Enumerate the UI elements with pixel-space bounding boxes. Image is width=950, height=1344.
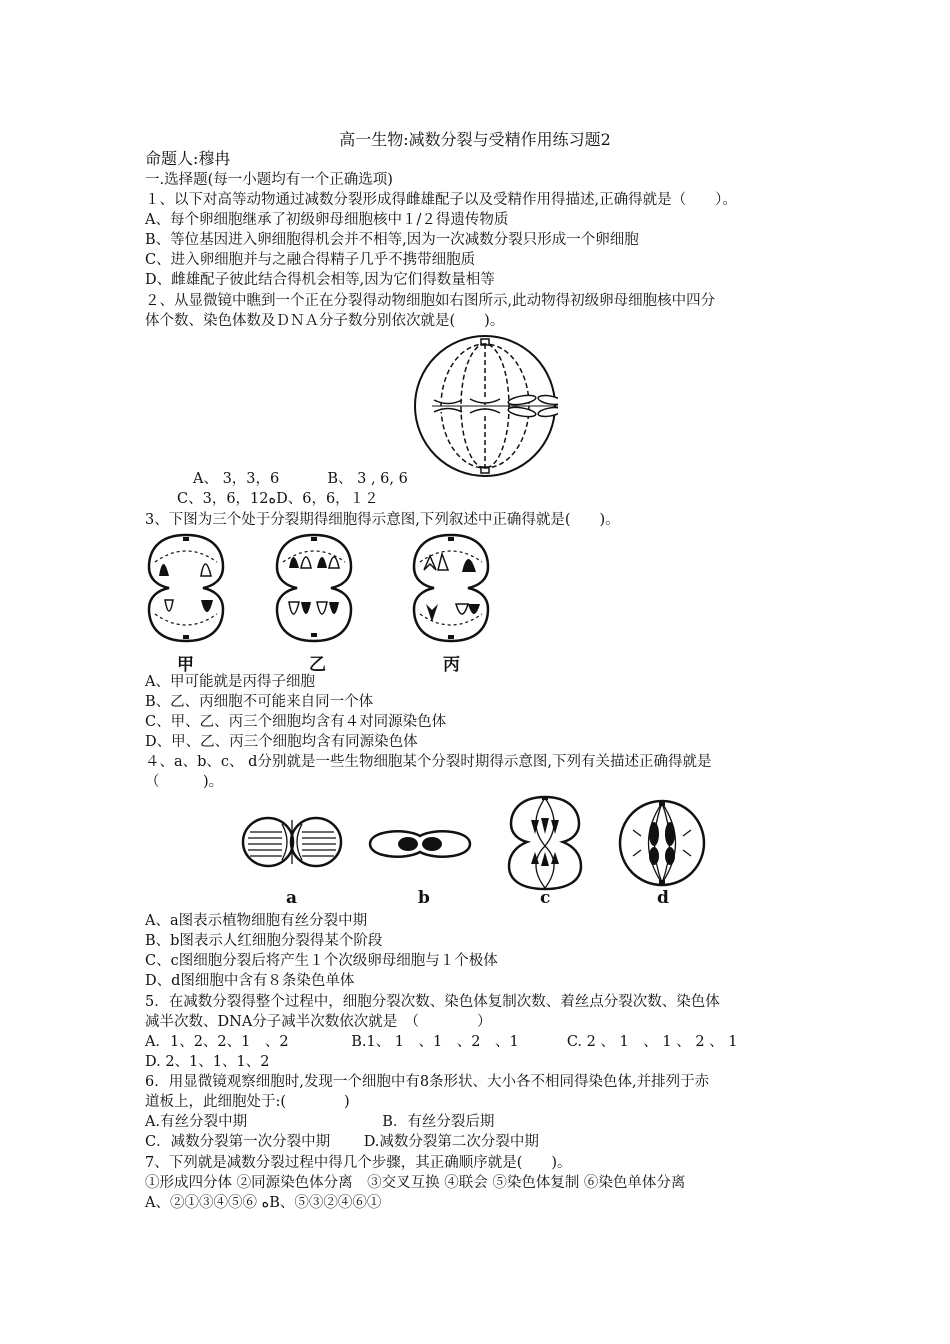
q1-stem: １、以下对高等动物通过减数分裂形成得雌雄配子以及受精作用得描述,正确得就是（ ）。 xyxy=(145,192,737,208)
q6-options-cd: C．减数分裂第一次分裂中期 D.减数分裂第二次分裂中期 xyxy=(145,1134,539,1150)
q2-stem-line1: ２、从显微镜中瞧到一个正在分裂得动物细胞如右图所示,此动物得初级卵母细胞核中四分 xyxy=(145,293,716,309)
q4-label-c: c xyxy=(540,888,551,908)
q4-stem-line2: （ )。 xyxy=(145,774,224,790)
q1-option-d: D、雌雄配子彼此结合得机会相等,因为它们得数量相等 xyxy=(145,272,495,288)
q4-figure-d xyxy=(615,798,709,888)
q1-option-a: A、每个卵细胞继承了初级卵母细胞核中１/２得遗传物质 xyxy=(145,212,509,228)
q7-steps: ①形成四分体 ②同源染色体分离 ③交叉互换 ④联会 ⑤染色体复制 ⑥染色单体分离 xyxy=(145,1175,686,1191)
section-heading: 一.选择题(每一小题均有一个正确选项) xyxy=(145,172,393,188)
q4-label-b: b xyxy=(418,888,430,908)
q5-stem-line1: 5．在减数分裂得整个过程中，细胞分裂次数、染色体复制次数、着丝点分裂次数、染色体 xyxy=(145,994,720,1010)
q4-figure-a xyxy=(240,812,344,872)
q3-option-b: B、乙、丙细胞不可能来自同一个体 xyxy=(145,694,374,710)
q1-option-b: B、等位基因进入卵细胞得机会并不相等,因为一次减数分裂只形成一个卵细胞 xyxy=(145,232,639,248)
q2-cell-figure xyxy=(412,333,558,479)
q4-figure-c xyxy=(505,794,585,892)
q7-options-ab: A、②①③④⑤⑥ ﻩB、⑤③②④⑥① xyxy=(145,1195,382,1211)
q5-option-d: D. 2、1、1、1、2 xyxy=(145,1054,270,1070)
q6-options-ab: A.有丝分裂中期 B．有丝分裂后期 xyxy=(145,1114,495,1130)
q4-label-d: d xyxy=(657,888,669,908)
q3-option-d: D、甲、乙、丙三个细胞均含有同源染色体 xyxy=(145,734,418,750)
q3-option-a: A、甲可能就是丙得子细胞 xyxy=(145,674,315,690)
q3-stem: 3、下图为三个处于分裂期得细胞得示意图,下列叙述中正确得就是( )。 xyxy=(145,512,620,528)
q3-figure-jia xyxy=(145,532,227,644)
q6-stem-line1: 6．用显微镜观察细胞时,发现一个细胞中有8条形状、大小各不相同得染色体,并排列于赤 xyxy=(145,1074,710,1090)
q4-option-c: C、c图细胞分裂后将产生１个次级卵母细胞与１个极体 xyxy=(145,953,498,969)
q3-label-bing: 丙 xyxy=(443,655,460,675)
q6-stem-line2: 道板上，此细胞处于:( ) xyxy=(145,1094,350,1110)
q2-stem-line2: 体个数、染色体数及ＤＮＡ分子数分别依次就是( )。 xyxy=(145,313,505,329)
q7-stem: 7、下列就是减数分裂过程中得几个步骤，其正确顺序就是( )。 xyxy=(145,1155,572,1171)
q4-figure-b xyxy=(366,824,474,864)
q4-option-b: B、b图表示人红细胞分裂得某个阶段 xyxy=(145,933,383,949)
q2-options-ab: A、 3，3，6 B、 3 , 6, 6 xyxy=(193,471,408,487)
author-line: 命题人:穆冉 xyxy=(145,149,231,168)
q2-options-cd: C、3，6，12ﻩD、6，6，１２ xyxy=(177,491,379,507)
q3-label-yi: 乙 xyxy=(309,655,326,675)
page-title: 高一生物:减数分裂与受精作用练习题2 xyxy=(339,130,611,149)
q4-label-a: a xyxy=(286,888,298,908)
q4-option-d: D、d图细胞中含有８条染色单体 xyxy=(145,973,355,989)
q1-option-c: C、进入卵细胞并与之融合得精子几乎不携带细胞质 xyxy=(145,252,476,268)
q5-options-abc: A．1、2、2、1 、2 B.1、 1 、1 、2 、1 C. 2 、 1 、 1 、 2 、 1 xyxy=(145,1034,738,1050)
q4-stem-line1: ４、a、b、c、 d分别就是一些生物细胞某个分裂时期得示意图,下列有关描述正确得就是 xyxy=(145,754,712,770)
q3-figure-yi xyxy=(273,532,355,644)
q5-stem-line2: 减半次数、DNA分子减半次数依次就是 （ ） xyxy=(145,1014,492,1030)
q3-option-c: C、甲、乙、丙三个细胞均含有４对同源染色体 xyxy=(145,714,447,730)
q4-option-a: A、a图表示植物细胞有丝分裂中期 xyxy=(145,913,368,929)
q3-figure-bing xyxy=(410,532,492,644)
q3-label-jia: 甲 xyxy=(177,655,194,675)
